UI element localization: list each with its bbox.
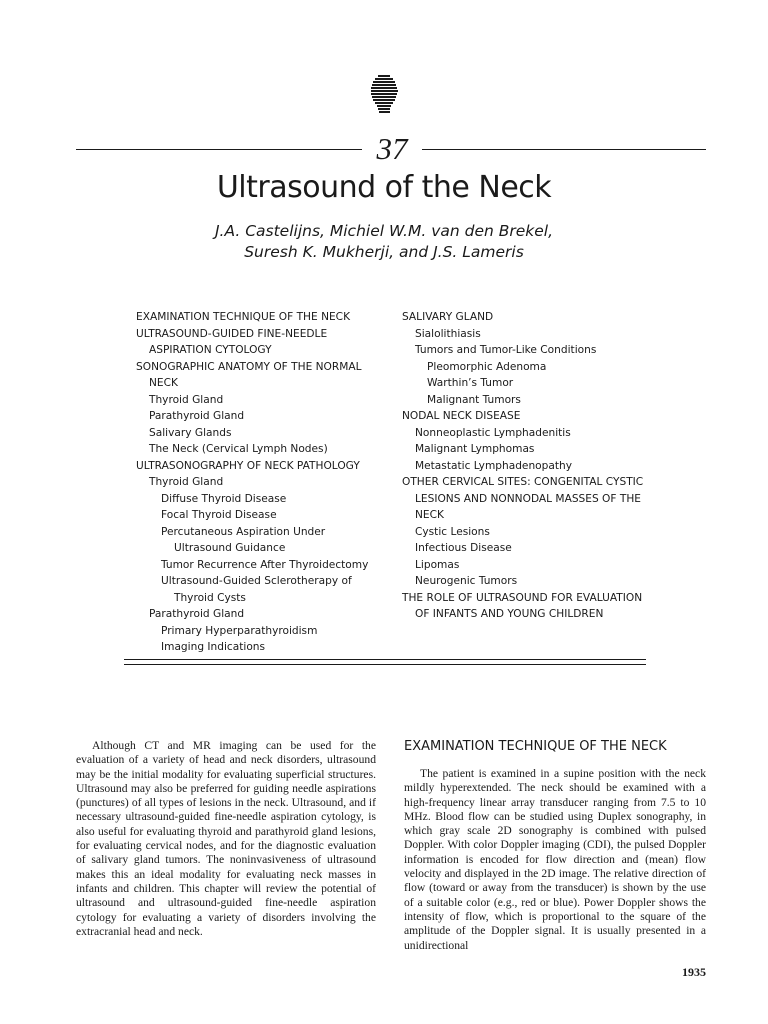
- chapter-number: 37: [376, 131, 408, 166]
- toc-left-column: [136, 309, 386, 656]
- toc-divider-top: [124, 659, 646, 660]
- toc-item: SALIVARY GLAND: [402, 311, 494, 323]
- chapter-header: [76, 132, 706, 166]
- section-heading: EXAMINATION TECHNIQUE OF THE NECK: [404, 739, 667, 754]
- chapter-rule-right: [422, 149, 706, 150]
- toc-item: Tumors and Tumor-Like Conditions: [415, 344, 597, 356]
- authors-line-2: Suresh K. Mukherji, and J.S. Lameris: [244, 243, 524, 261]
- toc-item: Diffuse Thyroid Disease: [161, 492, 287, 505]
- toc-divider-bottom: [124, 664, 646, 665]
- toc-right-column: [402, 309, 652, 623]
- authors-line-1: J.A. Castelijns, Michiel W.M. van den Brekel,: [214, 222, 554, 240]
- toc-item: Warthin’s Tumor: [427, 377, 514, 389]
- toc-item: Focal Thyroid Disease: [161, 509, 277, 521]
- toc-item: Tumor Recurrence After Thyroidectomy: [161, 558, 369, 571]
- toc-item: Percutaneous Aspiration Under Ultrasound Guidance: [161, 525, 326, 554]
- toc-item: THE ROLE OF ULTRASOUND FOR EVALUATION OF INFANTS AND YOUNG CHILDREN: [402, 591, 643, 620]
- toc-item: ULTRASOUND-GUIDED FINE-NEEDLE ASPIRATION CYTOLOGY: [136, 327, 328, 356]
- toc-item: The Neck (Cervical Lymph Nodes): [149, 443, 328, 455]
- toc-item: Malignant Tumors: [427, 393, 521, 406]
- authors: [0, 221, 768, 263]
- toc-item: Sialolithiasis: [415, 327, 481, 340]
- toc-item: Lipomas: [415, 558, 460, 571]
- toc-item: OTHER CERVICAL SITES: CONGENITAL CYSTIC LESIONS AND NONNODAL MASSES OF THE NECK: [402, 476, 644, 521]
- toc-item: Ultrasound-Guided Sclerotherapy of Thyroid Cysts: [161, 575, 352, 604]
- toc-item: ULTRASONOGRAPHY OF NECK PATHOLOGY: [136, 459, 360, 472]
- toc-item: Nonneoplastic Lymphadenitis: [415, 426, 571, 439]
- toc-item: Parathyroid Gland: [149, 608, 245, 620]
- toc-item: Pleomorphic Adenoma: [427, 360, 547, 373]
- toc-item: Thyroid Gland: [149, 393, 224, 406]
- toc-item: Cystic Lesions: [415, 525, 490, 538]
- toc-item: SONOGRAPHIC ANATOMY OF THE NORMAL NECK: [136, 360, 362, 389]
- toc-item: Infectious Disease: [415, 542, 512, 554]
- toc-item: EXAMINATION TECHNIQUE OF THE NECK: [136, 311, 351, 323]
- page-number: 1935: [682, 965, 706, 979]
- toc-item: Malignant Lymphomas: [415, 443, 535, 455]
- intro-paragraph: Although CT and MR imaging can be used for the evaluation of a variety of head and neck disorders, ultrasound may be the initial modality for evaluating superficial structures. Ultrasound may also be preferred for guiding needle aspirations (punctures) of all types of lesions in the neck. Ultrasound, and if necessary ultrasound-guided fine-needle aspiration cytology, is also useful for evaluating thyroid and parathyroid gland lesions, for evaluating cervical nodes, and for the diagnostic evaluation of salivary gland tumors. The noninvasiveness of ultrasound makes this an ideal modality for evaluating neck masses in infants and children. This chapter will review the potential of ultrasound and ultrasound-guided fine-needle aspiration cytology for evaluating a variety of disorders involving the extracranial head and neck.: [76, 739, 376, 938]
- chapter-title: Ultrasound of the Neck: [216, 170, 552, 205]
- toc-item: Thyroid Gland: [149, 476, 224, 488]
- toc-item: Imaging Indications: [161, 641, 266, 653]
- toc-item: Salivary Glands: [149, 426, 232, 439]
- chapter-rule-left: [76, 149, 362, 150]
- toc-item: Primary Hyperparathyroidism: [161, 624, 318, 637]
- toc-item: Neurogenic Tumors: [415, 575, 518, 587]
- head-profile-icon: [370, 75, 398, 115]
- toc-item: Metastatic Lymphadenopathy: [415, 459, 572, 472]
- toc-item: Parathyroid Gland: [149, 410, 245, 422]
- toc-item: NODAL NECK DISEASE: [402, 410, 521, 422]
- section-paragraph: The patient is examined in a supine position with the neck mildly hyperextended. The neck should be examined with a high-frequency linear array transducer ranging from 7.5 to 10 MHz. Blood flow can be studied using Duplex sonography, in which gray scale 2D sonography is combined with pulsed Doppler. With color Doppler imaging (CDI), the pulsed Doppler information is encoded for flow direction and (mean) flow velocity and displayed in the 2D image. The relative direction of flow (toward or away from the transducer) is shown by the use of a suitable color (e.g., red or blue). Power Doppler shows the intensity of flow, which is proportional to the square of the amplitude of the Doppler signal. It is usually presented in a unidirectional: [404, 767, 706, 952]
